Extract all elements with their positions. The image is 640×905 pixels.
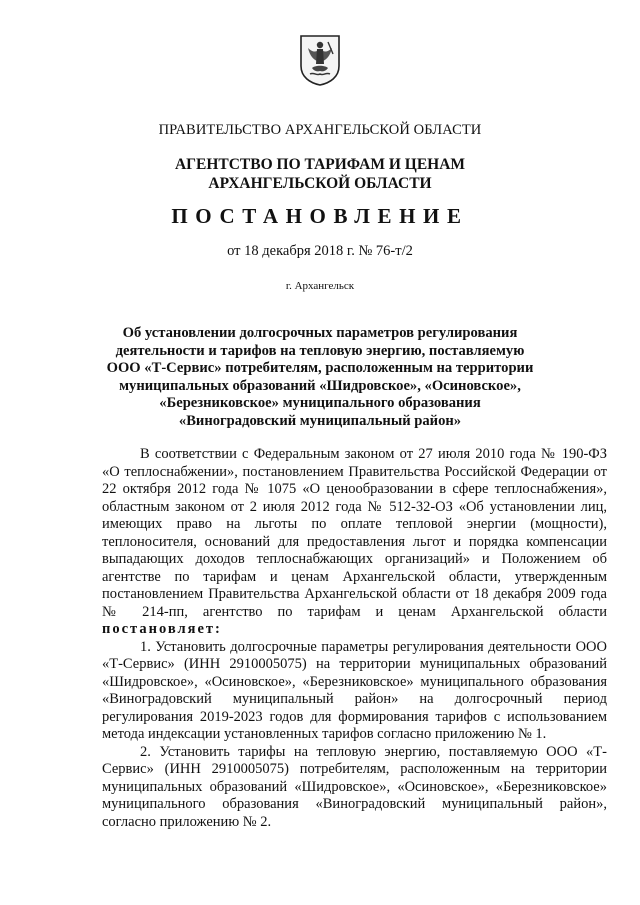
- subject-line: «Березниковское» муниципального образования: [159, 395, 481, 412]
- subject-line: Об установлении долгосрочных параметров регулирования: [122, 325, 518, 341]
- coat-of-arms-emblem: [299, 34, 341, 86]
- preamble-text: В соответствии с Федеральным законом от 27 июля 2010 года № 190-ФЗ «О теплоснабжении», постановлением Правительства Российской Федерации от 22 октября 2012 года № 1075 «О ценообразовании в сфере теплоснабжения», областным законом от 2 июля 2012 года № 512-32-ОЗ «Об установлении лиц, имеющих право на льготы по оплате тепловой энергии (мощности), теплоносителя, оснований для предоставления льгот и порядка компенсации выпадающих доходов теплоснабжающих организаций» и Положением об агентстве по тарифам и ценам Архангельской области, утвержденным постановлением Правительства Архангельской области от 18 декабря 2009 года № 214-пп, агентство по тарифам и ценам Архангельской области: [102, 446, 607, 620]
- resolution-item-1: 1. Установить долгосрочные параметры регулирования деятельности ООО «Т-Сервис» (ИНН 2910005075) на территории муниципальных образований «Шидровское», «Осиновское», «Березниковское» муниципального образования «Виноградовский муниципальный район» на долгосрочный период регулирования 2019-2023 годов для формирования тарифов с использованием метода индексации установленных тарифов согласно приложению № 1.: [102, 638, 607, 742]
- document-type-title: ПОСТАНОВЛЕНИЕ: [171, 204, 469, 228]
- document-subject: [0, 325, 640, 431]
- agency-name-line2: АРХАНГЕЛЬСКОЙ ОБЛАСТИ: [208, 175, 432, 192]
- agency-name: [0, 155, 640, 193]
- subject-line: деятельности и тарифов на тепловую энергию, поставляемую: [115, 342, 525, 359]
- resolution-item-2: 2. Установить тарифы на тепловую энергию, поставляемую ООО «Т-Сервис» (ИНН 2910005075) потребителям, расположенным на территории муниципальных образований «Шидровское», «Осиновское», «Березниковское» муниципального образования «Виноградовский муниципальный район», согласно приложению № 2.: [102, 743, 607, 830]
- subject-line: «Виноградовский муниципальный район»: [178, 412, 462, 429]
- document-date-number: от 18 декабря 2018 г. № 76-т/2: [227, 243, 413, 259]
- subject-line: муниципальных образований «Шидровское», «Осиновское»,: [119, 377, 521, 394]
- resolves-keyword: постановляет:: [102, 621, 222, 637]
- government-name: ПРАВИТЕЛЬСТВО АРХАНГЕЛЬСКОЙ ОБЛАСТИ: [158, 122, 482, 138]
- preamble-paragraph: [102, 446, 607, 639]
- document-city: г. Архангельск: [285, 280, 355, 292]
- document-body: [102, 446, 607, 831]
- subject-line: ООО «Т-Сервис» потребителям, расположенным на территории: [106, 360, 534, 377]
- agency-name-line1: АГЕНТСТВО ПО ТАРИФАМ И ЦЕНАМ: [174, 156, 466, 173]
